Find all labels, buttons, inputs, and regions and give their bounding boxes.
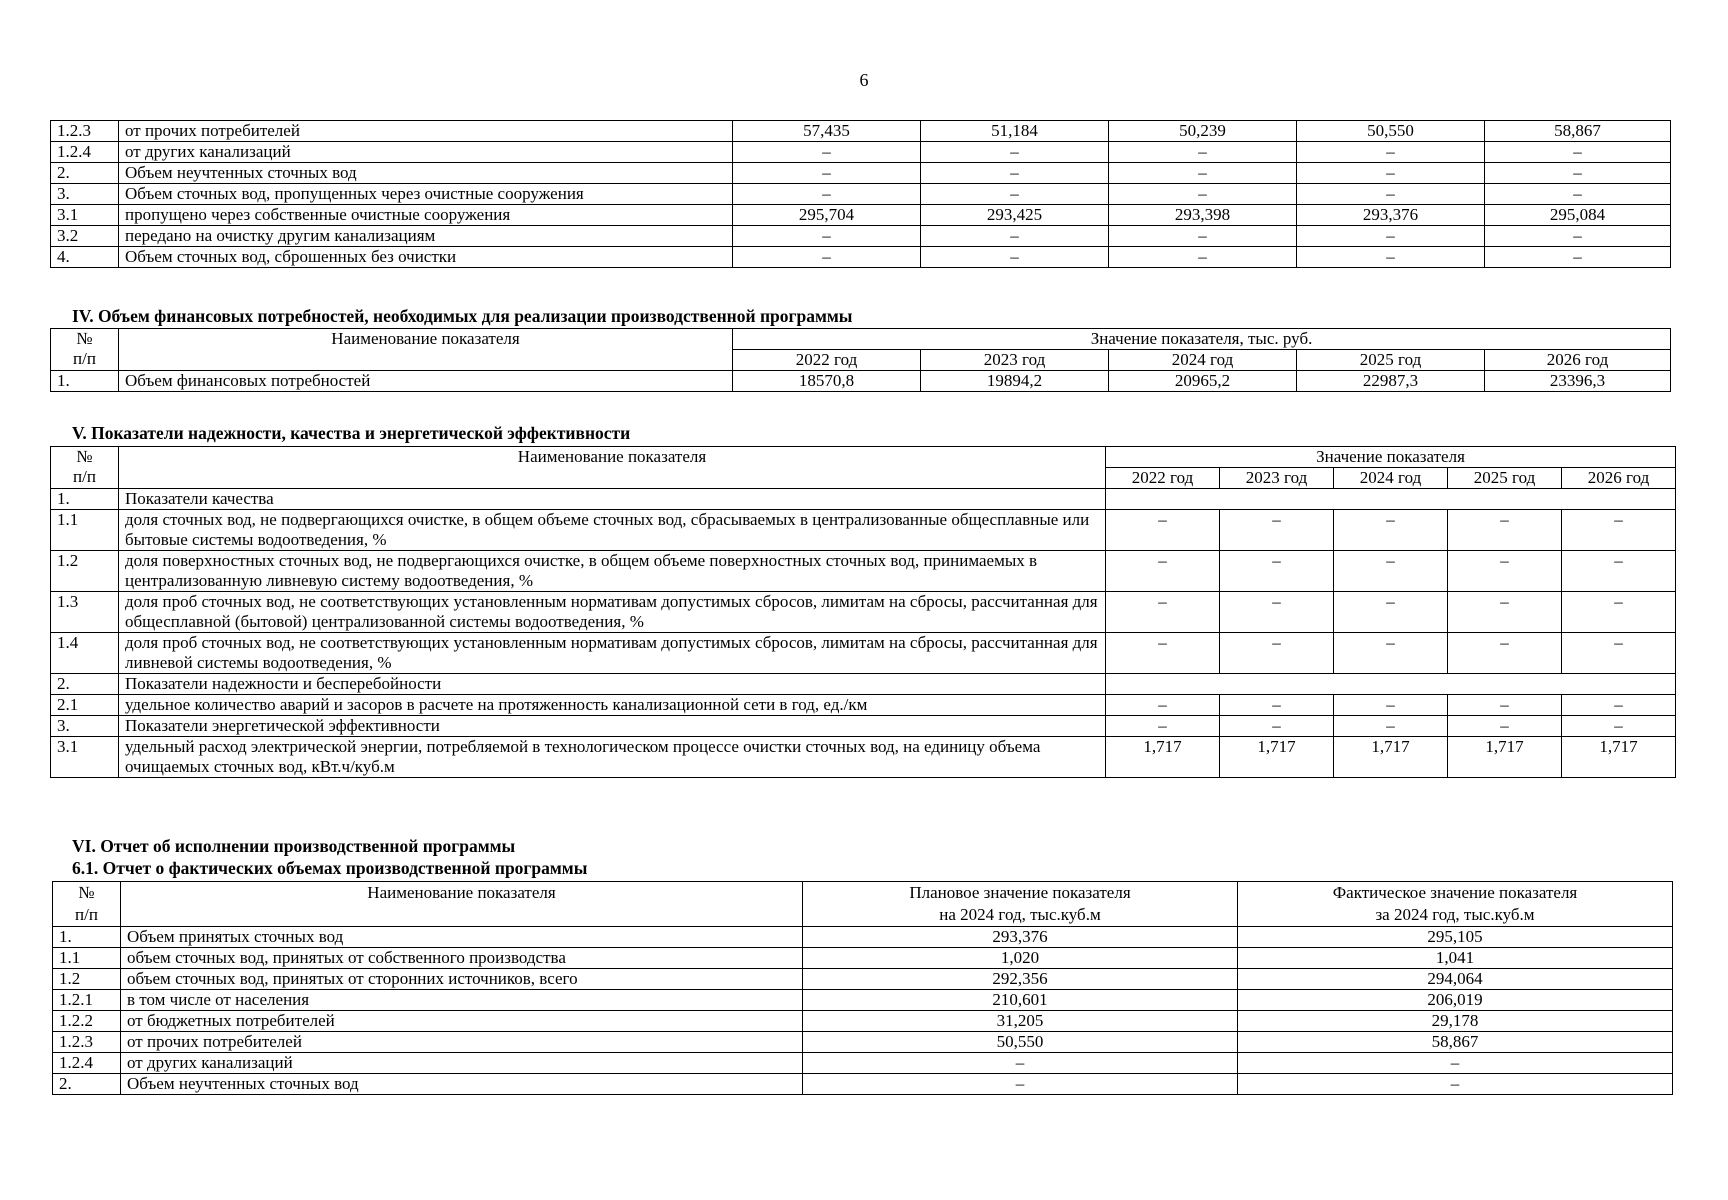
row-name: от других канализаций <box>121 1053 803 1074</box>
row-value: 18570,8 <box>733 371 921 392</box>
row-value: 293,376 <box>1297 205 1485 226</box>
row-number: 1. <box>51 371 119 392</box>
row-name: удельное количество аварий и засоров в расчете на протяженность канализационной сети в год, ед./км <box>119 695 1106 716</box>
row-value: 23396,3 <box>1485 371 1671 392</box>
table-row <box>51 551 1676 592</box>
row-value: – <box>1562 716 1676 737</box>
row-name: Объем принятых сточных вод <box>121 927 803 948</box>
row-value: – <box>1562 510 1676 551</box>
row-plan-value: 293,376 <box>803 927 1238 948</box>
row-value: 295,704 <box>733 205 921 226</box>
row-value: – <box>1297 247 1485 268</box>
row-value: – <box>1297 226 1485 247</box>
col-value-header: Значение показателя, тыс. руб. <box>733 329 1671 350</box>
row-number: 4. <box>51 247 119 268</box>
table-row <box>51 205 1671 226</box>
col-name-header: Наименование показателя <box>119 447 1106 489</box>
col-no-header: № п/п <box>53 882 121 927</box>
row-value: 20965,2 <box>1109 371 1297 392</box>
row-name: объем сточных вод, принятых от собственного производства <box>121 948 803 969</box>
table-row <box>51 184 1671 205</box>
row-value: – <box>733 184 921 205</box>
row-number: 1. <box>51 489 119 510</box>
row-number: 3. <box>51 716 119 737</box>
row-value: 50,239 <box>1109 121 1297 142</box>
row-number: 3. <box>51 184 119 205</box>
row-name: Показатели надежности и бесперебойности <box>119 674 1106 695</box>
row-value: – <box>1334 510 1448 551</box>
row-value: – <box>921 226 1109 247</box>
year-header: 2026 год <box>1485 350 1671 371</box>
row-name: Показатели энергетической эффективности <box>119 716 1106 737</box>
col-fact-header: Фактическое значение показателя за 2024 год, тыс.куб.м <box>1238 882 1673 927</box>
row-value: – <box>1448 551 1562 592</box>
row-value: – <box>1297 184 1485 205</box>
row-value: – <box>733 226 921 247</box>
table-row <box>51 226 1671 247</box>
row-name: от других канализаций <box>119 142 733 163</box>
row-name: Объем финансовых потребностей <box>119 371 733 392</box>
col-no-header: № п/п <box>51 329 119 371</box>
row-plan-value: 50,550 <box>803 1032 1238 1053</box>
row-value: 22987,3 <box>1297 371 1485 392</box>
col-name-header: Наименование показателя <box>119 329 733 371</box>
row-plan-value: 292,356 <box>803 969 1238 990</box>
table-row <box>53 1011 1673 1032</box>
row-plan-value: 1,020 <box>803 948 1238 969</box>
row-number: 1.2 <box>53 969 121 990</box>
row-name: Объем неучтенных сточных вод <box>119 163 733 184</box>
year-header: 2026 год <box>1562 468 1676 489</box>
row-name: от прочих потребителей <box>119 121 733 142</box>
row-value: – <box>1220 695 1334 716</box>
row-number: 1.2.4 <box>53 1053 121 1074</box>
col-no-header: № п/п <box>51 447 119 489</box>
row-plan-value: – <box>803 1053 1238 1074</box>
row-plan-value: 31,205 <box>803 1011 1238 1032</box>
row-number: 1.2.4 <box>51 142 119 163</box>
row-value: – <box>1220 633 1334 674</box>
table-row <box>53 1032 1673 1053</box>
section6-heading: VI. Отчет об исполнении производственной программы <box>72 836 516 856</box>
table-financial-needs <box>50 328 1671 392</box>
row-fact-value: 295,105 <box>1238 927 1673 948</box>
row-value: – <box>1562 551 1676 592</box>
year-header: 2022 год <box>1106 468 1220 489</box>
row-name: передано на очистку другим канализациям <box>119 226 733 247</box>
row-value: – <box>1106 716 1220 737</box>
row-value: – <box>733 142 921 163</box>
row-number: 2. <box>53 1074 121 1095</box>
table-row <box>53 969 1673 990</box>
page-number: 6 <box>859 70 869 90</box>
row-value: – <box>1562 633 1676 674</box>
table-row <box>51 695 1676 716</box>
row-number: 1.2.1 <box>53 990 121 1011</box>
table-row <box>51 247 1671 268</box>
row-value: 1,717 <box>1448 737 1562 778</box>
year-header: 2023 год <box>921 350 1109 371</box>
table-row <box>53 1053 1673 1074</box>
row-name: доля сточных вод, не подвергающихся очистке, в общем объеме сточных вод, сбрасываемых в централизованные общесплавные или бытовые системы водоотведения, % <box>119 510 1106 551</box>
row-number: 3.1 <box>51 737 119 778</box>
year-header: 2024 год <box>1334 468 1448 489</box>
row-value: – <box>1106 551 1220 592</box>
row-name: доля проб сточных вод, не соответствующих установленным нормативам допустимых сбросов, лимитам на сбросы, рассчитанная для ливневой системы водоотведения, % <box>119 633 1106 674</box>
row-value: – <box>1334 716 1448 737</box>
row-value: – <box>1106 633 1220 674</box>
row-plan-value: 210,601 <box>803 990 1238 1011</box>
col-value-header: Значение показателя <box>1106 447 1676 468</box>
row-name: пропущено через собственные очистные сооружения <box>119 205 733 226</box>
row-number: 1. <box>53 927 121 948</box>
row-name: от прочих потребителей <box>121 1032 803 1053</box>
year-header: 2023 год <box>1220 468 1334 489</box>
table-row <box>51 716 1676 737</box>
row-value: 19894,2 <box>921 371 1109 392</box>
row-value: – <box>1109 142 1297 163</box>
row-value: 293,398 <box>1109 205 1297 226</box>
row-value: – <box>1334 695 1448 716</box>
table-row <box>51 510 1676 551</box>
year-header: 2025 год <box>1448 468 1562 489</box>
row-value: – <box>1334 592 1448 633</box>
section6-subheading: 6.1. Отчет о фактических объемах производственной программы <box>72 858 588 878</box>
row-value: – <box>1485 247 1671 268</box>
row-name: удельный расход электрической энергии, потребляемой в технологическом процессе очистки сточных вод, на единицу объема очищаемых сточных вод, кВт.ч/куб.м <box>119 737 1106 778</box>
row-value: 1,717 <box>1220 737 1334 778</box>
row-value: – <box>1485 226 1671 247</box>
row-value: 293,425 <box>921 205 1109 226</box>
table-row <box>51 163 1671 184</box>
year-header: 2022 год <box>733 350 921 371</box>
table-row <box>53 990 1673 1011</box>
row-fact-value: 58,867 <box>1238 1032 1673 1053</box>
row-value: – <box>1334 633 1448 674</box>
row-value: – <box>733 247 921 268</box>
row-value: 1,717 <box>1334 737 1448 778</box>
row-fact-value: 206,019 <box>1238 990 1673 1011</box>
row-value: – <box>1106 592 1220 633</box>
table-actual-volumes <box>52 881 1673 1095</box>
row-value: – <box>1109 184 1297 205</box>
row-value: – <box>1220 716 1334 737</box>
row-value: – <box>1448 716 1562 737</box>
table-row <box>53 948 1673 969</box>
row-fact-value: 1,041 <box>1238 948 1673 969</box>
row-value: – <box>1485 184 1671 205</box>
row-name: Объем сточных вод, сброшенных без очистки <box>119 247 733 268</box>
row-fact-value: 29,178 <box>1238 1011 1673 1032</box>
row-value: – <box>1297 142 1485 163</box>
row-value: – <box>1109 247 1297 268</box>
row-value: – <box>921 142 1109 163</box>
row-name: доля проб сточных вод, не соответствующих установленным нормативам допустимых сбросов, лимитам на сбросы, рассчитанная для общесплавной (бытовой) централизованной системы водоотведения, % <box>119 592 1106 633</box>
section4-heading: IV. Объем финансовых потребностей, необходимых для реализации производственной программы <box>72 306 853 326</box>
row-number: 1.4 <box>51 633 119 674</box>
table-row <box>53 927 1673 948</box>
row-value: – <box>1448 695 1562 716</box>
row-value: – <box>1485 163 1671 184</box>
row-value: 58,867 <box>1485 121 1671 142</box>
row-name: в том числе от населения <box>121 990 803 1011</box>
row-value: 295,084 <box>1485 205 1671 226</box>
row-value: 1,717 <box>1106 737 1220 778</box>
row-fact-value: – <box>1238 1053 1673 1074</box>
row-value: 50,550 <box>1297 121 1485 142</box>
col-plan-header: Плановое значение показателя на 2024 год, тыс.куб.м <box>803 882 1238 927</box>
row-fact-value: – <box>1238 1074 1673 1095</box>
row-plan-value: – <box>803 1074 1238 1095</box>
row-number: 1.1 <box>51 510 119 551</box>
row-value-empty <box>1106 489 1676 510</box>
year-header: 2025 год <box>1297 350 1485 371</box>
row-value: – <box>1109 226 1297 247</box>
row-value: – <box>921 247 1109 268</box>
row-number: 3.1 <box>51 205 119 226</box>
row-value: 57,435 <box>733 121 921 142</box>
row-number: 2. <box>51 163 119 184</box>
row-fact-value: 294,064 <box>1238 969 1673 990</box>
row-number: 1.2 <box>51 551 119 592</box>
row-name: доля поверхностных сточных вод, не подвергающихся очистке, в общем объеме поверхностных сточных вод, принимаемых в централизованную ливневую систему водоотведения, % <box>119 551 1106 592</box>
table-row <box>51 737 1676 778</box>
row-number: 1.2.2 <box>53 1011 121 1032</box>
row-value: – <box>1448 510 1562 551</box>
row-value: – <box>1297 163 1485 184</box>
row-value: – <box>1106 510 1220 551</box>
table-row <box>53 1074 1673 1095</box>
row-number: 3.2 <box>51 226 119 247</box>
row-value: – <box>1106 695 1220 716</box>
table-row <box>51 592 1676 633</box>
row-value: – <box>1220 592 1334 633</box>
col-name-header: Наименование показателя <box>121 882 803 927</box>
table-wastewater-volumes <box>50 120 1671 268</box>
row-value: 1,717 <box>1562 737 1676 778</box>
row-name: Объем неучтенных сточных вод <box>121 1074 803 1095</box>
row-name: от бюджетных потребителей <box>121 1011 803 1032</box>
row-number: 1.3 <box>51 592 119 633</box>
table-row <box>51 121 1671 142</box>
row-number: 1.2.3 <box>51 121 119 142</box>
row-number: 1.2.3 <box>53 1032 121 1053</box>
row-value: – <box>1220 551 1334 592</box>
row-number: 2.1 <box>51 695 119 716</box>
row-value: – <box>921 163 1109 184</box>
row-number: 1.1 <box>53 948 121 969</box>
row-value: – <box>1448 633 1562 674</box>
row-value: – <box>733 163 921 184</box>
table-row <box>51 674 1676 695</box>
row-name: Показатели качества <box>119 489 1106 510</box>
table-row <box>51 142 1671 163</box>
table-row <box>51 633 1676 674</box>
row-value: – <box>1562 695 1676 716</box>
row-value: – <box>1485 142 1671 163</box>
section5-heading: V. Показатели надежности, качества и энергетической эффективности <box>72 423 631 443</box>
table-row <box>51 371 1671 392</box>
row-value-empty <box>1106 674 1676 695</box>
row-name: объем сточных вод, принятых от сторонних источников, всего <box>121 969 803 990</box>
row-value: – <box>1334 551 1448 592</box>
row-value: – <box>1220 510 1334 551</box>
row-number: 2. <box>51 674 119 695</box>
row-value: – <box>1562 592 1676 633</box>
table-quality-indicators <box>50 446 1676 778</box>
row-value: 51,184 <box>921 121 1109 142</box>
row-value: – <box>1109 163 1297 184</box>
year-header: 2024 год <box>1109 350 1297 371</box>
row-value: – <box>1448 592 1562 633</box>
table-row <box>51 489 1676 510</box>
row-value: – <box>921 184 1109 205</box>
row-name: Объем сточных вод, пропущенных через очистные сооружения <box>119 184 733 205</box>
